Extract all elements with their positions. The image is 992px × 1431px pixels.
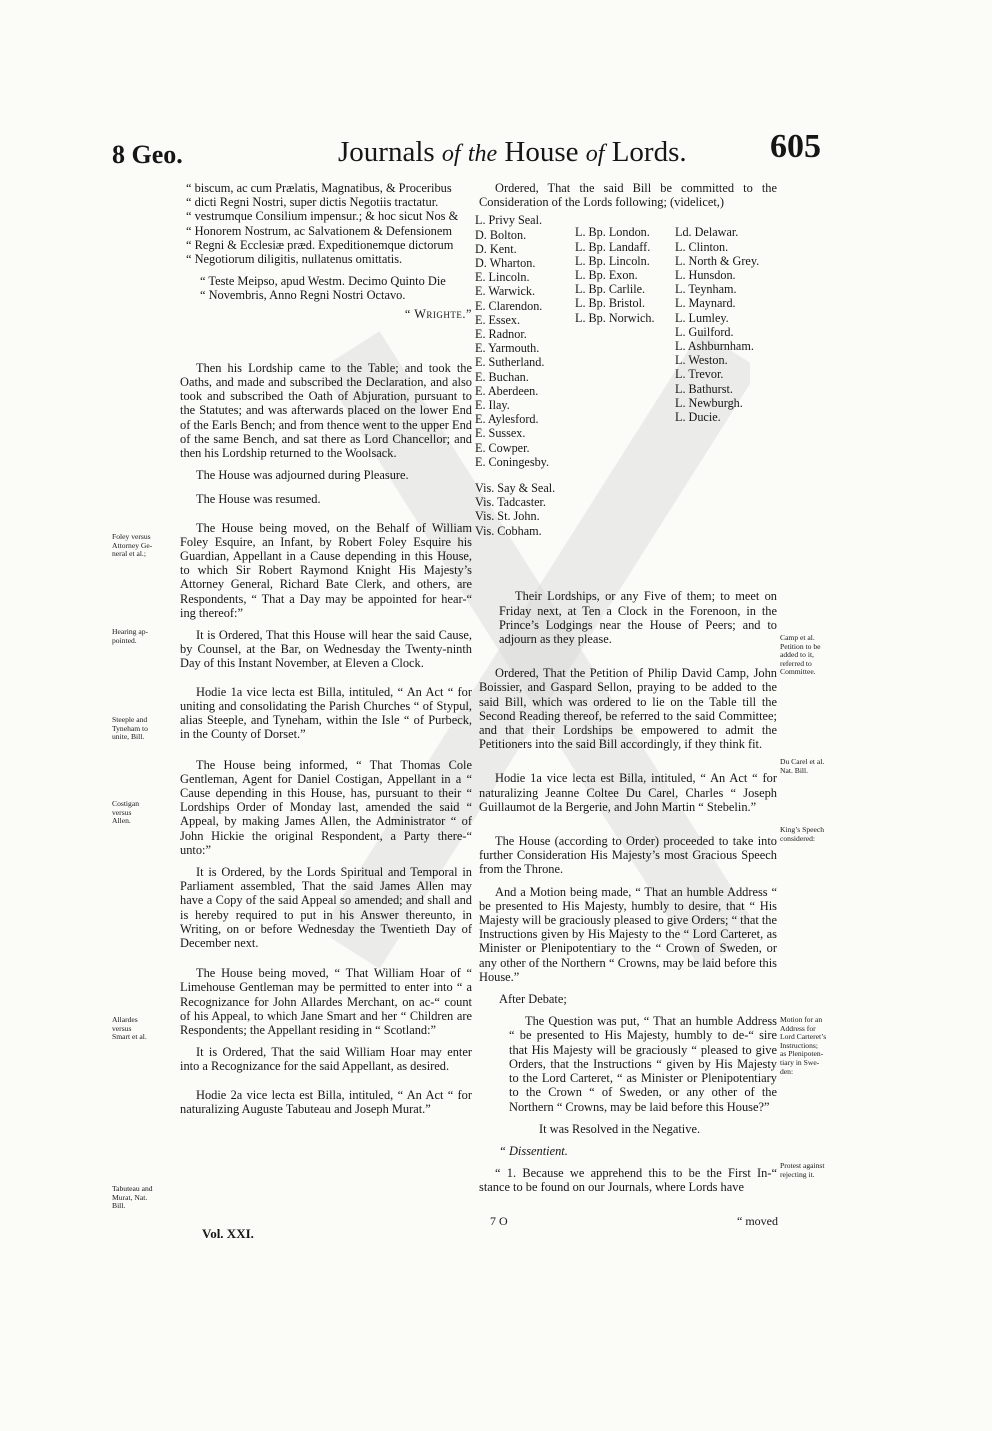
margin-note-costigan: Costigan versus Allen. [112, 799, 140, 826]
writ-signature: “ Wrighte.” [404, 306, 472, 321]
protest-reason-1: “ 1. Because we apprehend this to be the First In-“ stance to be found on our Journals, where Lords have [479, 1166, 777, 1195]
running-head-title: Journals of the House of Lords. [338, 136, 687, 168]
costigan-order: It is Ordered, by the Lords Spiritual and Temporal in Parliament assembled, That the said James Allen may have a Copy of the said Appeal so amended; and shall and is hereby required to put in his Answer thereunto, in Writing, on or before Wednesday the Twentieth Day of December next. [180, 864, 472, 950]
committee-lords-list [475, 213, 777, 583]
margin-note-motion: Motion for an Address for Lord Carteret’s Instructions; as Plenipoten- tiary in Swe- den: [780, 1015, 827, 1076]
steeple-bill-paragraph: Hodie 1a vice lecta est Billa, intituled, “ An Act “ for uniting and consolidating the Parish Churches “ of Stypul, alias Steeple, and Tyneham, within the Isle “ of Purbeck, in the County of Dorset.” [180, 684, 472, 742]
margin-note-allardes: Allardes versus Smart et al. [112, 1015, 147, 1042]
teste-clause: “ Teste Meipso, apud Westm. Decimo Quinto Die “ Novembris, Anno Regni Nostri Octavo. [200, 274, 446, 303]
lords-list-column-1: L. Privy Seal. D. Bolton. D. Kent. D. Wharton. E. Lincoln. E. Warwick. E. Clarendon. E. Essex. E. Radnor. E. Yarmouth. E. Sutherland. E. Buchan. E. Aberdeen. E. Ilay. E. Aylesford. E. Sussex. E. Cowper. E. Coningesby. Vis. Say & Seal. Vis. Tadcaster. Vis. St. John. Vis. Cobham. [475, 213, 556, 538]
camp-petition-order: Ordered, That the Petition of Philip David Camp, John Boissier, and Gaspard Sellon, praying to be added to the said Bill, which was ordered to lie on the Table till the Second Reading thereof, be referred to the said Committee; and that their Lordships be empowered to admit the Petitioners into the said Bill accordingly, if they think fit. [479, 666, 777, 752]
margin-note-foley: Foley versus Attorney Ge- neral et al.; [112, 532, 153, 559]
foley-paragraph: The House being moved, on the Behalf of William Foley Esquire, an Infant, by Robert Foley Esquire his Guardian, Appellant in a Cause depending in this House, to which Sir Robert Raymond Knight His Majesty’s Attorney General, Richard Bate Clerk, and others, are Respondents, “ That a Day may be appointed for hear-“ ing thereof:” [180, 520, 472, 620]
hearing-order: It is Ordered, That this House will hear the said Cause, by Counsel, at the Bar, on Wednesday the Twenty-ninth Day of this Instant November, at Eleven a Clock. [180, 628, 472, 671]
committed-order: Ordered, That the said Bill be committed to the Consideration of the Lords following; (videlicet,) [479, 181, 777, 210]
resolved-note: It was Resolved in the Negative. [539, 1121, 701, 1136]
catchword: “ moved [737, 1214, 778, 1228]
lords-list-column-3: Ld. Delawar. L. Clinton. L. North & Grey. L. Hunsdon. L. Teynham. L. Maynard. L. Lumley. L. Guilford. L. Ashburnham. L. Weston. L. Trevor. L. Bathurst. L. Newburgh. L. Ducie. [675, 225, 760, 425]
volume-footer: Vol. XXI. [202, 1226, 254, 1241]
running-head-reign: 8 Geo. [112, 140, 183, 169]
question-paragraph: The Question was put, “ That an humble Address “ be presented to His Majesty, humbly to de-“ sire that His Majesty will be graciously “ pleased to give Orders, that the Instructions “ given by His Majesty to the Lord Carteret, “ as Minister or Plenipotentiary to the Crown “ of Sweden, or any other of the Northern “ Crowns, may be laid before this House?” [509, 1014, 777, 1114]
margin-note-speech: King’s Speech considered: [780, 825, 825, 843]
motion-paragraph: And a Motion being made, “ That an humble Address “ be presented to His Majesty, humbly to desire, that “ His Majesty will be graciously pleased to give Orders; “ that the Instructions given by His Majesty to the “ Lord Carteret, as Minister or Plenipotentiary to the “ Crown of Sweden, or any other of the Northern “ Crowns, may be laid before this House.” [479, 884, 777, 984]
tabuteau-bill-paragraph: Hodie 2a vice lecta est Billa, intituled, “ An Act “ for naturalizing Auguste Tabuteau and Joseph Murat.” [180, 1087, 472, 1116]
resumed-note: The House was resumed. [196, 492, 321, 507]
ducarel-bill-paragraph: Hodie 1a vice lecta est Billa, intituled, “ An Act “ for naturalizing Jeanne Coltee Du Carel, Charles “ Joseph Guillaumot de la Bergerie, and John Martin “ Stebelin.” [479, 771, 777, 814]
right-column [475, 181, 777, 1203]
kings-speech-paragraph: The House (according to Order) proceeded to take into further Consideration His Majesty’s most Gracious Speech from the Throne. [479, 834, 777, 877]
allardes-order: It is Ordered, That the said William Hoar may enter into a Recognizance for the said Appellant, as desired. [180, 1045, 472, 1074]
meeting-paragraph: Their Lordships, or any Five of them; to meet on Friday next, at Ten a Clock in the Forenoon, in the Prince’s Lodgings near the House of Peers; and to adjourn as they please. [499, 589, 777, 647]
page-number: 605 [770, 128, 821, 165]
dissentient-heading: “ Dissentient. [499, 1143, 568, 1158]
left-column [180, 181, 472, 1124]
margin-note-tabuteau: Tabuteau and Murat, Nat. Bill. [112, 1184, 153, 1211]
after-debate-note: After Debate; [499, 992, 567, 1007]
margin-note-camp: Camp et al. Petition to be added to it, referred to Committee. [780, 633, 821, 677]
margin-note-ducarel: Du Carel et al. Nat. Bill. [780, 757, 825, 775]
margin-note-steeple: Steeple and Tyneham to unite, Bill. [112, 715, 148, 742]
signature-mark: 7 O [490, 1214, 508, 1228]
oath-paragraph: Then his Lordship came to the Table; and took the Oaths, and made and subscribed the Declaration, and also took and subscribed the Oath of Abjuration, pursuant to the Statutes; and was afterwards placed on the lower End of the Earls Bench; and from thence went to the upper End of the same Bench, and sat there as Lord Chancellor; and then his Lordship returned to the Woolsack. [180, 360, 472, 461]
allardes-paragraph: The House being moved, “ That William Hoar of “ Limehouse Gentleman may be permitted to enter into “ a Recognizance for John Allardes Merchant, on ac-“ count of his Appeal, to which Jane Smart and her “ Children are Respondents; the Appellant residing in “ Scotland:” [180, 966, 472, 1037]
lords-list-column-2: L. Bp. London. L. Bp. Landaff. L. Bp. Lincoln. L. Bp. Exon. L. Bp. Carlile. L. Bp. Bristol. L. Bp. Norwich. [575, 225, 655, 325]
margin-note-hearing: Hearing ap- pointed. [112, 627, 149, 645]
writ-text: “ biscum, ac cum Prælatis, Magnatibus, & Proceribus “ dicti Regni Nostri, super dictis Negotiis tractatur. “ vestrumque Consilium impensur.; & hoc sicut Nos & “ Honorem Nostrum, ac Salvationem & Defensionem “ Regni & Ecclesiæ præd. Expeditionemque dictorum “ Negotiorum diligitis, nullatenus omittatis. [186, 181, 459, 267]
costigan-paragraph: The House being informed, “ That Thomas Cole Gentleman, Agent for Daniel Costigan, Appellant in a “ Cause depending in this House, has, pursuant to their “ Lordships Order of Monday last, amended the said “ Appeal, by making James Allen, the Administrator “ of John Hickie the original Respondent, a Party there-“ unto:” [180, 757, 472, 857]
adjourned-note: The House was adjourned during Pleasure. [196, 468, 409, 483]
margin-note-protest: Protest against rejecting it. [780, 1161, 825, 1179]
